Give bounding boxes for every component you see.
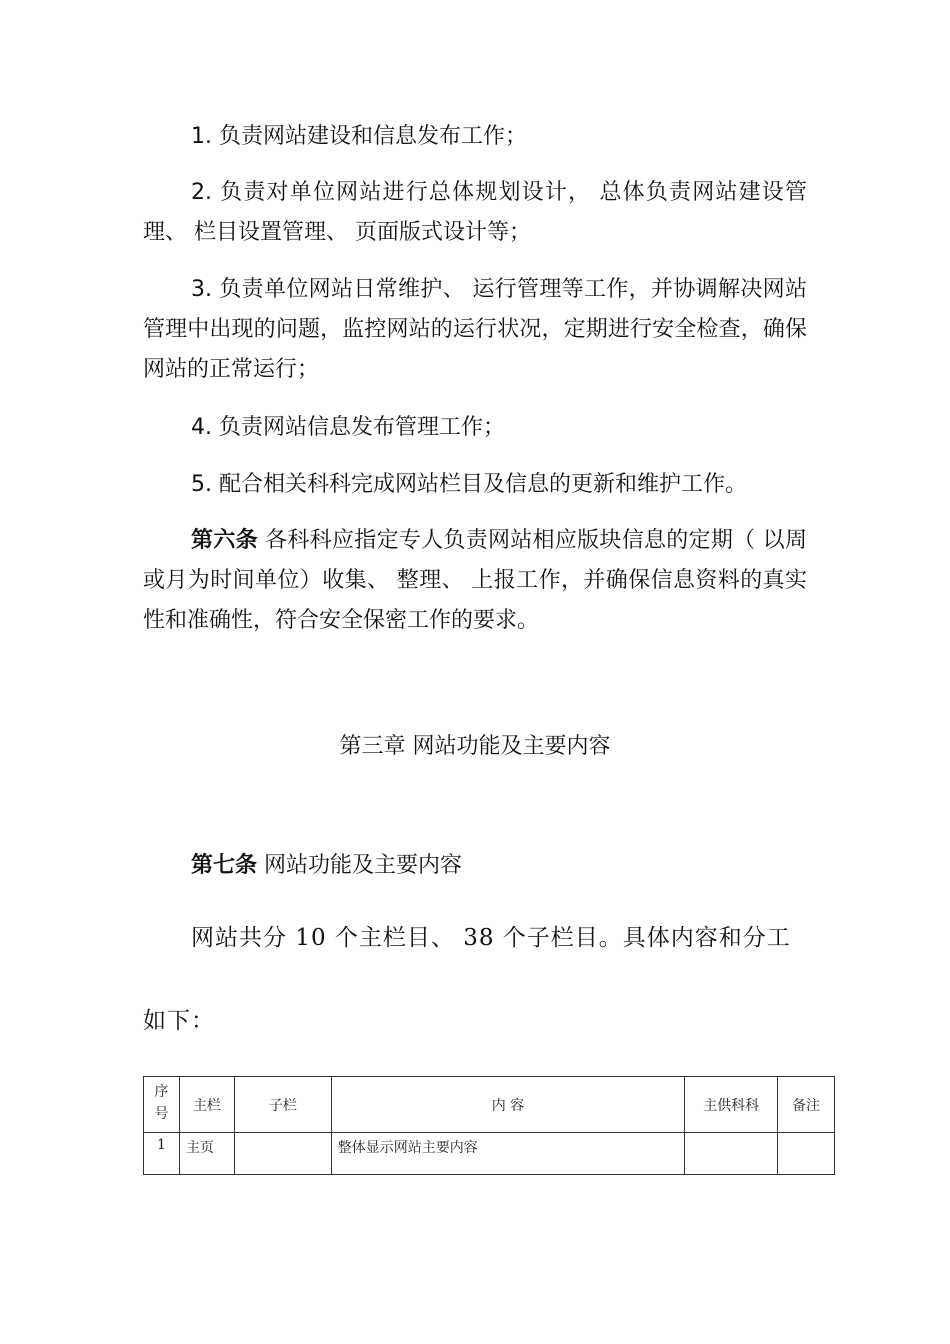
duty-item-4: 4. 负责网站信息发布管理工作；: [191, 415, 505, 440]
header-content: 内 容: [331, 1077, 684, 1133]
article-6-label: 第六条: [191, 528, 258, 553]
table-row: [144, 1133, 835, 1175]
cell-department: [685, 1133, 778, 1175]
cell-main: 主页: [179, 1133, 234, 1175]
header-department: 主供科科: [685, 1077, 778, 1133]
summary-line-1: 网站共分 10 个主栏目、 38 个子栏目。具体内容和分工: [191, 925, 791, 951]
header-note: 备注: [778, 1077, 835, 1133]
article-7-text: 网站功能及主要内容: [257, 853, 463, 878]
summary-line-2: 如下：: [143, 1008, 215, 1034]
site-structure-table: [143, 1076, 835, 1175]
duty-item-2: 2. 负责对单位网站进行总体规划设计， 总体负责网站建设管理、 栏目设置管理、 页面版式设计等；: [143, 180, 807, 245]
cell-content: 整体显示网站主要内容: [331, 1133, 684, 1175]
table-header-row: [144, 1077, 835, 1133]
cell-note: [778, 1133, 835, 1175]
header-sub-column: 子栏: [234, 1077, 331, 1133]
chapter-heading: 第三章 网站功能及主要内容: [339, 734, 611, 759]
duty-item-1: 1. 负责网站建设和信息发布工作；: [191, 124, 527, 149]
cell-seq: 1: [144, 1133, 180, 1175]
article-6-text: 各科科应指定专人负责网站相应版块信息的定期（ 以周或月为时间单位）收集、 整理、 上报工作，并确保信息资料的真实性和准确性，符合安全保密工作的要求。: [143, 528, 807, 633]
cell-sub: [234, 1133, 331, 1175]
header-main-column: 主栏: [179, 1077, 234, 1133]
duty-item-3: 3. 负责单位网站日常维护、 运行管理等工作，并协调解决网站管理中出现的问题，监控网站的运行状况，定期进行安全检查，确保网站的正常运行；: [143, 277, 807, 382]
article-6-paragraph: [143, 521, 807, 641]
header-seq: [144, 1077, 180, 1133]
duty-item-5: 5. 配合相关科科完成网站栏目及信息的更新和维护工作。: [191, 472, 747, 497]
article-7-label: 第七条: [191, 853, 258, 878]
header-seq-line1: 序: [154, 1084, 169, 1100]
article-7-paragraph: [143, 846, 807, 886]
header-seq-line2: 号: [154, 1106, 169, 1122]
